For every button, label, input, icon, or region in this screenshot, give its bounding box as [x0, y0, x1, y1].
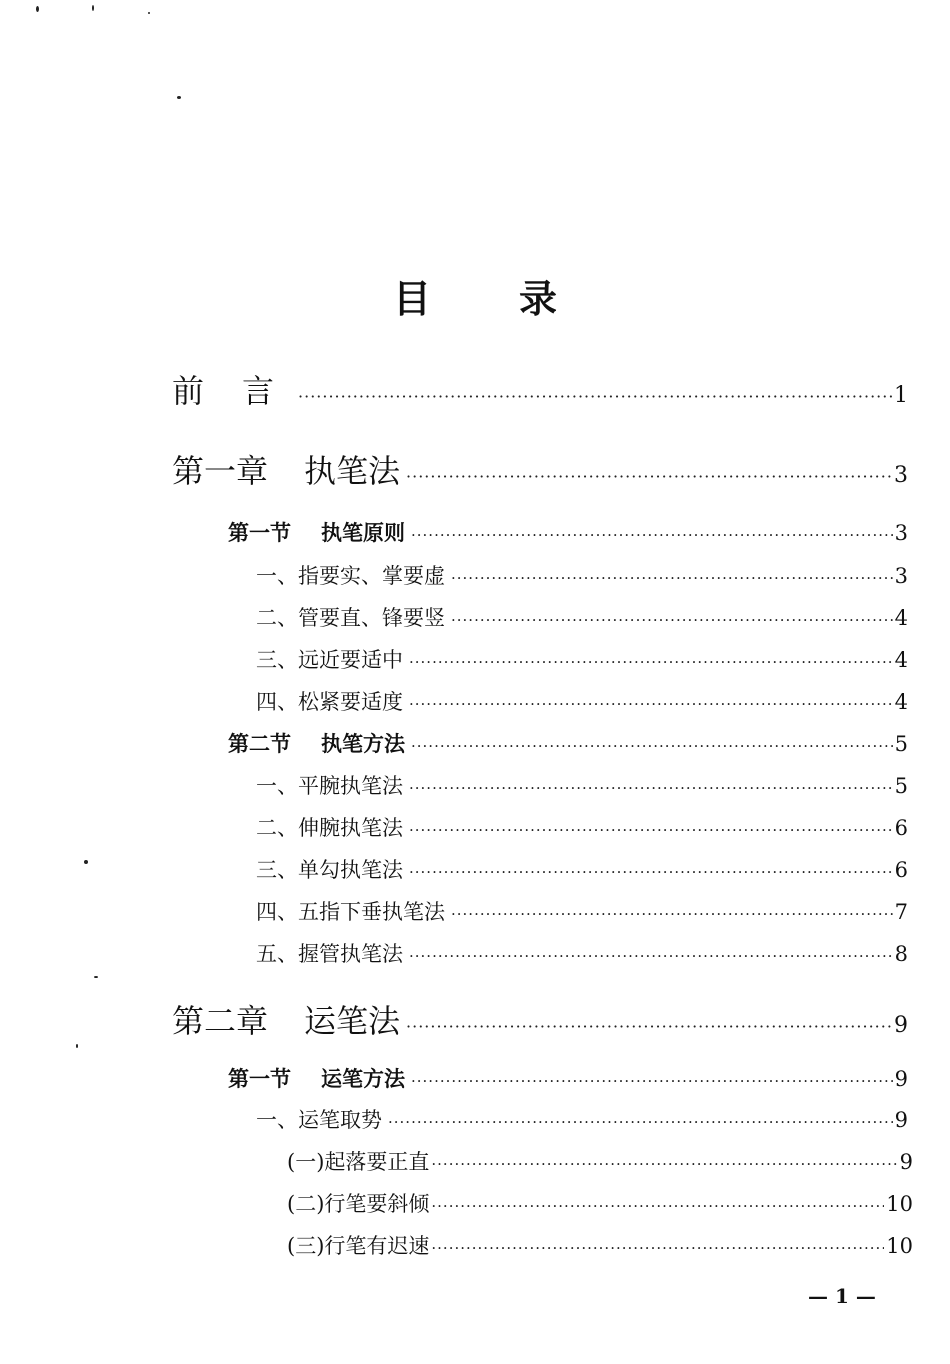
scan-speck [94, 976, 98, 978]
dot-leader [298, 387, 892, 406]
toc-entry-subitem [287, 1188, 913, 1218]
dot-leader [431, 1155, 897, 1173]
chapter-number: 第一章 [172, 452, 269, 490]
toc-entry-item [256, 938, 908, 968]
entry-label: 二、管要直、锋要竖 [256, 606, 445, 630]
toc-entry-item [256, 560, 908, 590]
page-number: 1 [894, 383, 908, 408]
entry-label [228, 1063, 405, 1093]
page-number: 7 [894, 900, 908, 924]
dot-leader [388, 1113, 893, 1131]
page-number: 5 [894, 732, 908, 756]
entry-label: 一、平腕执笔法 [256, 774, 403, 798]
dot-leader [406, 1017, 892, 1036]
entry-label: (一)起落要正直 [287, 1150, 430, 1174]
toc-entry-chapter [172, 446, 908, 492]
dot-leader [409, 653, 893, 671]
title-char: 录 [519, 276, 558, 321]
page-title [0, 268, 950, 323]
page-number: 6 [894, 858, 908, 882]
page-number: 6 [894, 816, 908, 840]
entry-label: 前言 [172, 372, 313, 410]
section-number: 第一节 [228, 1066, 291, 1091]
dot-leader [411, 526, 893, 544]
entry-label: 三、远近要适中 [256, 648, 403, 672]
toc-entry-item [256, 644, 908, 674]
page-number: 5 [894, 774, 908, 798]
entry-label: (二)行笔要斜倾 [287, 1192, 430, 1216]
entry-label [228, 517, 405, 547]
entry-label: 一、指要实、掌要虚 [256, 564, 445, 588]
chapter-name: 运笔法 [304, 1002, 401, 1040]
chapter-name: 执笔法 [304, 452, 401, 490]
dot-leader [411, 1072, 893, 1090]
entry-label: 一、运笔取势 [256, 1108, 382, 1132]
entry-label [172, 996, 400, 1042]
dot-leader [409, 695, 893, 713]
dot-leader [406, 467, 892, 486]
entry-label: (三)行笔有迟速 [287, 1234, 430, 1258]
dot-leader [451, 611, 893, 629]
section-number: 第一节 [228, 520, 291, 545]
dot-leader [411, 737, 893, 755]
dot-leader [409, 947, 893, 965]
toc-entry-item [256, 896, 908, 926]
scan-speck [36, 6, 39, 12]
dot-leader [409, 821, 893, 839]
page-number: 4 [894, 690, 908, 714]
page-number: 9 [894, 1013, 908, 1038]
page-number: 9 [894, 1067, 908, 1091]
toc-entry-section [228, 728, 908, 758]
toc-entry-item [256, 770, 908, 800]
dot-leader [451, 905, 893, 923]
page-footer-number: — 1 — [808, 1284, 876, 1308]
section-number: 第二节 [228, 731, 291, 756]
entry-label: 二、伸腕执笔法 [256, 816, 403, 840]
toc-entry-item [256, 602, 908, 632]
scan-speck [177, 96, 181, 99]
page-number: 3 [894, 521, 908, 545]
dot-leader [431, 1197, 884, 1215]
entry-label: 四、五指下垂执笔法 [256, 900, 445, 924]
dot-leader [409, 863, 893, 881]
entry-label [172, 446, 400, 492]
title-char: 目 [392, 276, 431, 321]
entry-label [228, 728, 405, 758]
page-number: 9 [894, 1108, 908, 1132]
dot-leader [431, 1239, 884, 1257]
toc-entry-item [256, 1104, 908, 1134]
section-name: 执笔方法 [321, 731, 405, 756]
toc-entry-item [256, 686, 908, 716]
page-number: 9 [899, 1150, 913, 1174]
scan-speck [92, 5, 94, 11]
chapter-number: 第二章 [172, 1002, 269, 1040]
page-number: 4 [894, 648, 908, 672]
page-number: 4 [894, 606, 908, 630]
dot-leader [451, 569, 893, 587]
page-number: 10 [886, 1192, 913, 1216]
toc-entry-subitem [287, 1146, 913, 1176]
scan-speck [148, 12, 150, 14]
scan-speck [76, 1044, 78, 1048]
toc-entry-item [256, 812, 908, 842]
section-name: 执笔原则 [321, 520, 405, 545]
toc-entry-chapter [172, 996, 908, 1042]
scan-speck [84, 860, 88, 864]
toc-entry-subitem [287, 1230, 913, 1260]
toc-entry-section [228, 1063, 908, 1093]
entry-label: 三、单勾执笔法 [256, 858, 403, 882]
page-number: 3 [894, 564, 908, 588]
toc-entry-item [256, 854, 908, 884]
page-number: 8 [894, 942, 908, 966]
entry-label: 五、握管执笔法 [256, 942, 403, 966]
entry-label: 四、松紧要适度 [256, 690, 403, 714]
toc-entry-section [228, 517, 908, 547]
dot-leader [409, 779, 893, 797]
toc-entry-preface [172, 366, 908, 412]
section-name: 运笔方法 [321, 1066, 405, 1091]
page-number: 10 [886, 1234, 913, 1258]
page-number: 3 [894, 463, 908, 488]
